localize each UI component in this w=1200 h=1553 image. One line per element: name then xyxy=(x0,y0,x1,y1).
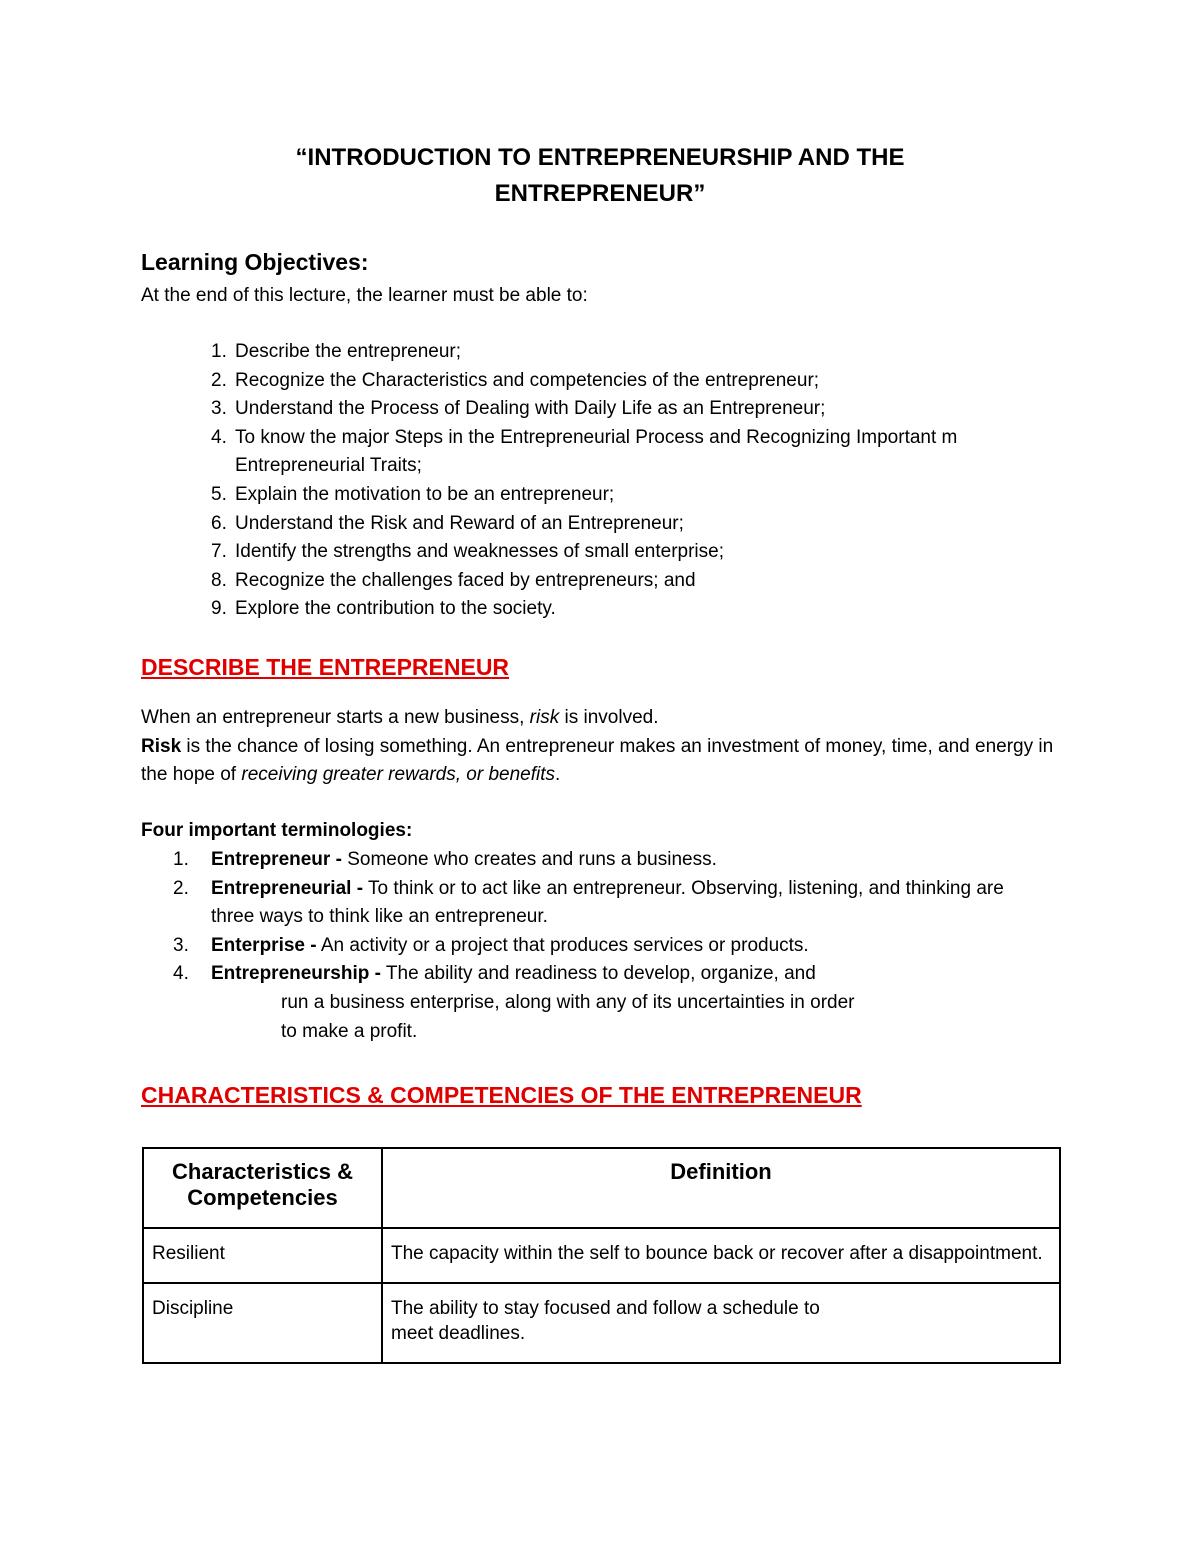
list-item: 1. Describe the entrepreneur; xyxy=(211,341,462,362)
section-heading-describe: DESCRIBE THE ENTREPRENEUR xyxy=(141,654,510,680)
list-item: 3. Understand the Process of Dealing with Daily Life as an Entrepreneur; xyxy=(211,398,826,420)
list-item: 3. Enterprise - An activity or a project that produces services or products. xyxy=(173,934,809,956)
table-cell: The ability to stay focused and follow a schedule to meet deadlines. xyxy=(382,1283,1060,1363)
list-item: 7. Identify the strengths and weaknesses of small enterprise; xyxy=(211,541,724,563)
paragraph-line-1: When an entrepreneur starts a new business, risk is involved. xyxy=(141,707,659,728)
list-item: 4. To know the major Steps in the Entrepreneurial Process and Recognizing Important m Entrepreneurial Traits; xyxy=(211,426,958,477)
list-item: 2. Entrepreneurial - To think or to act like an entrepreneur. Observing, listening, and thinking are three ways to think like an entrepreneur. xyxy=(173,877,1004,928)
list-item: 1. Entrepreneur - Someone who creates and runs a business. xyxy=(173,849,717,870)
column-header-definition: Definition xyxy=(382,1148,1060,1228)
table-cell: Discipline xyxy=(143,1283,382,1363)
characteristics-table xyxy=(142,1147,1061,1364)
terminologies-heading: Four important terminologies: xyxy=(141,820,413,841)
table-row xyxy=(143,1283,1060,1363)
table-header-row xyxy=(143,1148,1060,1228)
terminologies-list xyxy=(173,846,1053,1046)
column-header-characteristics: Characteristics & Competencies xyxy=(143,1148,382,1228)
risk-paragraph xyxy=(141,704,1081,790)
list-item: 6. Understand the Risk and Reward of an Entrepreneur; xyxy=(211,512,684,534)
objectives-list xyxy=(211,338,1111,624)
list-item: 9. Explore the contribution to the society. xyxy=(211,598,556,620)
objectives-heading: Learning Objectives: xyxy=(141,249,369,275)
table-cell: The capacity within the self to bounce back or recover after a disappointment. xyxy=(382,1228,1060,1283)
list-item: 5. Explain the motivation to be an entrepreneur; xyxy=(211,483,615,505)
list-item: 2. Recognize the Characteristics and competencies of the entrepreneur; xyxy=(211,369,820,391)
document-title xyxy=(0,140,1200,212)
table-cell: Resilient xyxy=(143,1228,382,1283)
table-row xyxy=(143,1228,1060,1283)
objectives-intro: At the end of this lecture, the learner must be able to: xyxy=(141,285,588,306)
title-line-1: “INTRODUCTION TO ENTREPRENEURSHIP AND THE xyxy=(295,144,905,171)
title-line-2: ENTREPRENEUR” xyxy=(494,180,706,207)
paragraph-line-2: Risk is the chance of losing something. An entrepreneur makes an investment of money, time, and energy in the hope of receiving greater rewards, or benefits. xyxy=(141,735,1054,785)
section-heading-characteristics: CHARACTERISTICS & COMPETENCIES OF THE ENTREPRENEUR xyxy=(141,1082,862,1108)
list-item: 8. Recognize the challenges faced by entrepreneurs; and xyxy=(211,569,696,591)
list-item: 4. Entrepreneurship - The ability and readiness to develop, organize, and run a business enterprise, along with any of its uncertainties in order to make a profit. xyxy=(173,963,855,1042)
